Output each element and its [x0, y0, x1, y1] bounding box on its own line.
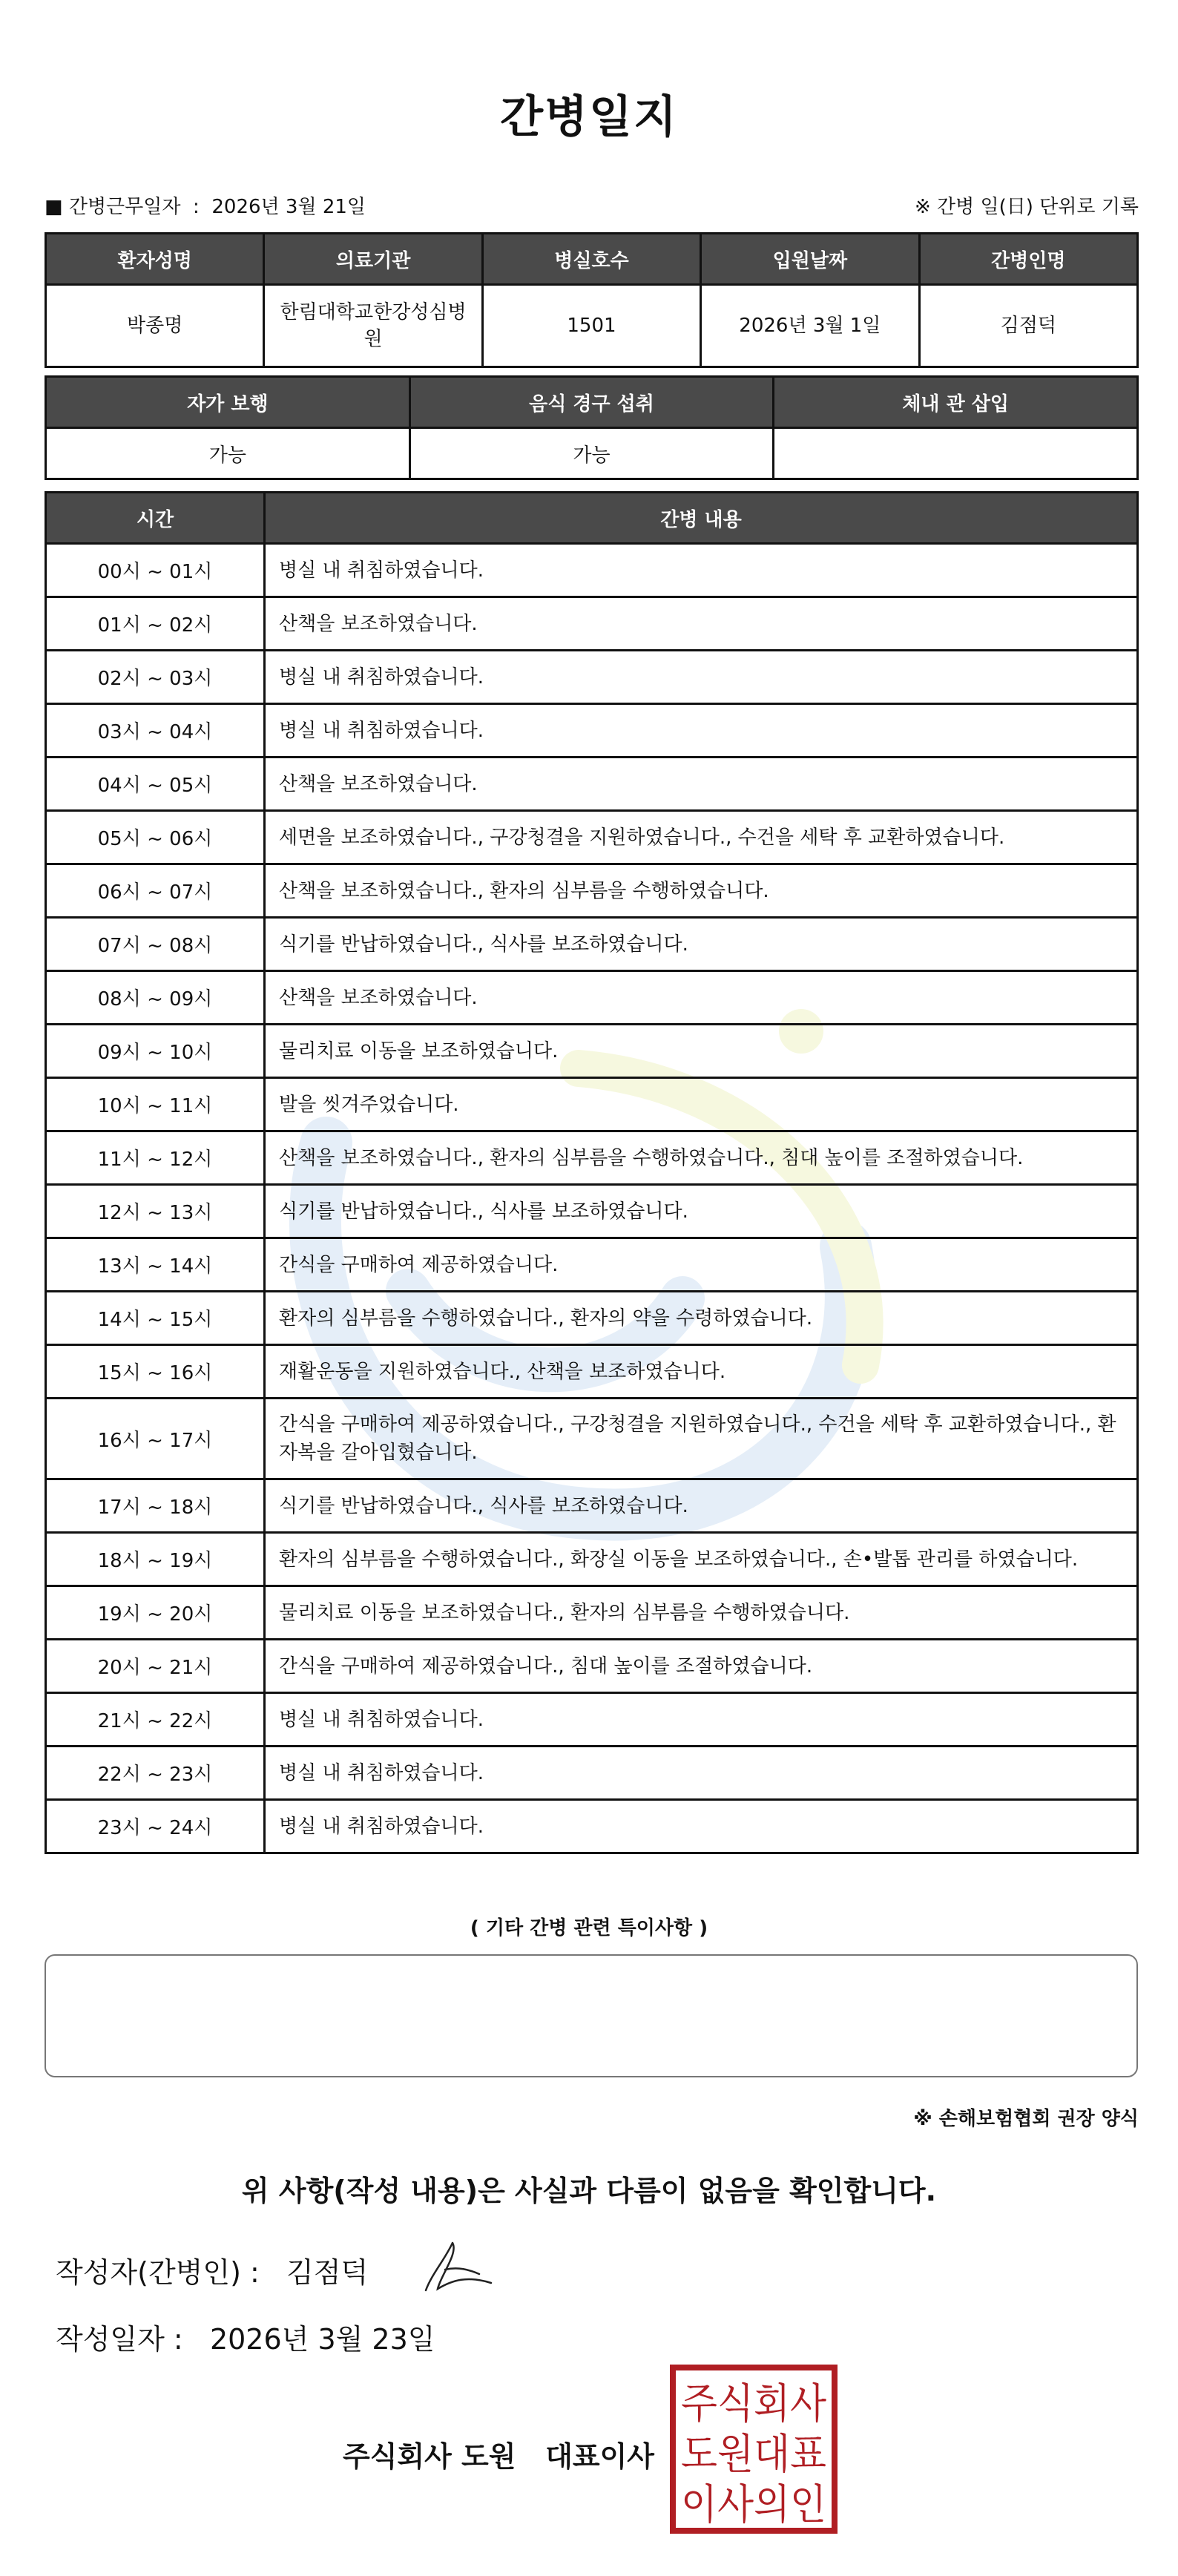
log-row [46, 1533, 1138, 1586]
header-oral-intake: 음식 경구 섭취 [409, 377, 774, 428]
log-row [46, 544, 1138, 597]
header-row [46, 234, 1138, 285]
header-care-content: 간병 내용 [265, 493, 1138, 544]
hospital-name: 한림대학교한강성심병원 [264, 285, 482, 367]
room-number: 1501 [482, 285, 700, 367]
log-time: 23시 ~ 24시 [46, 1800, 265, 1853]
log-row [46, 1345, 1138, 1399]
log-content: 병실 내 취침하였습니다. [265, 1693, 1138, 1747]
log-row [46, 1479, 1138, 1533]
writer-label: 작성자(간병인) : [56, 2256, 287, 2289]
written-date-label: 작성일자 : [56, 2323, 210, 2356]
log-row [46, 1185, 1138, 1238]
log-content: 간식을 구매하여 제공하였습니다., 구강청결을 지원하였습니다., 수건을 세탁 후 교환하였습니다., 환자복을 갈아입혔습니다. [265, 1399, 1138, 1479]
writer-name: 김점덕 [286, 2256, 369, 2289]
log-row [46, 1078, 1138, 1131]
work-date-value: 2026년 3월 21일 [211, 196, 366, 218]
log-content: 병실 내 취침하였습니다. [265, 544, 1138, 597]
log-time: 20시 ~ 21시 [46, 1640, 265, 1693]
company-line [343, 2434, 654, 2474]
log-row [46, 1747, 1138, 1800]
header-tube-insertion: 체내 관 삽입 [774, 377, 1138, 428]
log-content: 간식을 구매하여 제공하였습니다. [265, 1238, 1138, 1292]
log-row [46, 1399, 1138, 1479]
log-time: 07시 ~ 08시 [46, 918, 265, 971]
log-time: 04시 ~ 05시 [46, 758, 265, 811]
log-row [46, 758, 1138, 811]
header-hospital: 의료기관 [264, 234, 482, 285]
value-row [46, 285, 1138, 367]
log-content: 산책을 보조하였습니다. [265, 597, 1138, 651]
care-log-table [45, 491, 1139, 1854]
log-time: 08시 ~ 09시 [46, 971, 265, 1025]
log-row [46, 1238, 1138, 1292]
log-time: 06시 ~ 07시 [46, 864, 265, 918]
written-date-line [56, 2316, 435, 2357]
header-room: 병실호수 [482, 234, 700, 285]
notes-box [45, 1954, 1138, 2077]
log-row [46, 1292, 1138, 1345]
company-seal-stamp [670, 2365, 838, 2534]
log-content: 발을 씻겨주었습니다. [265, 1078, 1138, 1131]
log-time: 11시 ~ 12시 [46, 1131, 265, 1185]
patient-status-table [45, 375, 1139, 480]
svg-text:도원대표: 도원대표 [681, 2431, 826, 2479]
log-row [46, 811, 1138, 864]
notes-title: ( 기타 간병 관련 특이사항 ) [470, 1917, 708, 1939]
log-content: 식기를 반납하였습니다., 식사를 보조하였습니다. [265, 1479, 1138, 1533]
log-time: 09시 ~ 10시 [46, 1025, 265, 1078]
caregiver-name: 김점덕 [919, 285, 1137, 367]
log-row [46, 1586, 1138, 1640]
header-admission-date: 입원날짜 [701, 234, 919, 285]
log-content: 재활운동을 지원하였습니다., 산책을 보조하였습니다. [265, 1345, 1138, 1399]
unit-note: ※ 간병 일(日) 단위로 기록 [914, 196, 1139, 218]
log-row [46, 1131, 1138, 1185]
log-row [46, 1025, 1138, 1078]
work-date-label: ■ 간병근무일자 : [45, 196, 212, 218]
log-row [46, 864, 1138, 918]
header-caregiver: 간병인명 [919, 234, 1137, 285]
log-row [46, 1693, 1138, 1747]
patient-name: 박종명 [46, 285, 264, 367]
header-row [46, 493, 1138, 544]
log-time: 01시 ~ 02시 [46, 597, 265, 651]
log-row [46, 597, 1138, 651]
work-date [45, 191, 366, 219]
log-content: 병실 내 취침하였습니다. [265, 1800, 1138, 1853]
log-content: 병실 내 취침하였습니다. [265, 1747, 1138, 1800]
writer-line [56, 2250, 368, 2290]
patient-info-table [45, 232, 1139, 368]
log-time: 03시 ~ 04시 [46, 704, 265, 758]
header-patient-name: 환자성명 [46, 234, 264, 285]
log-time: 18시 ~ 19시 [46, 1533, 265, 1586]
log-content: 병실 내 취침하였습니다. [265, 651, 1138, 704]
self-walking-value: 가능 [46, 428, 410, 479]
header-time: 시간 [46, 493, 265, 544]
tube-insertion-value [774, 428, 1138, 479]
log-row [46, 971, 1138, 1025]
log-time: 13시 ~ 14시 [46, 1238, 265, 1292]
log-content: 산책을 보조하였습니다. [265, 971, 1138, 1025]
log-row [46, 1640, 1138, 1693]
log-row [46, 704, 1138, 758]
log-content: 식기를 반납하였습니다., 식사를 보조하였습니다. [265, 1185, 1138, 1238]
log-content: 환자의 심부름을 수행하였습니다., 화장실 이동을 보조하였습니다., 손•발톱 관리를 하였습니다. [265, 1533, 1138, 1586]
meta-row [45, 191, 1139, 221]
footnote: ※ 손해보험협회 권장 양식 [913, 2108, 1139, 2130]
svg-text:이사의인: 이사의인 [681, 2481, 826, 2529]
log-content: 간식을 구매하여 제공하였습니다., 침대 높이를 조절하였습니다. [265, 1640, 1138, 1693]
log-time: 02시 ~ 03시 [46, 651, 265, 704]
log-content: 물리치료 이동을 보조하였습니다., 환자의 심부름을 수행하였습니다. [265, 1586, 1138, 1640]
written-date-value: 2026년 3월 23일 [209, 2323, 435, 2356]
log-time: 17시 ~ 18시 [46, 1479, 265, 1533]
admission-date: 2026년 3월 1일 [701, 285, 919, 367]
log-content: 환자의 심부름을 수행하였습니다., 환자의 약을 수령하였습니다. [265, 1292, 1138, 1345]
log-row [46, 651, 1138, 704]
log-time: 12시 ~ 13시 [46, 1185, 265, 1238]
log-content: 물리치료 이동을 보조하였습니다. [265, 1025, 1138, 1078]
log-content: 식기를 반납하였습니다., 식사를 보조하였습니다. [265, 918, 1138, 971]
confirmation-statement: 위 사항(작성 내용)은 사실과 다름이 없음을 확인합니다. [241, 2175, 937, 2207]
page-title: 간병일지 [500, 91, 678, 143]
svg-text:주식회사: 주식회사 [681, 2380, 826, 2428]
log-time: 05시 ~ 06시 [46, 811, 265, 864]
log-time: 16시 ~ 17시 [46, 1399, 265, 1479]
header-self-walking: 자가 보행 [46, 377, 410, 428]
log-content: 산책을 보조하였습니다., 환자의 심부름을 수행하였습니다., 침대 높이를 조절하였습니다. [265, 1131, 1138, 1185]
log-time: 14시 ~ 15시 [46, 1292, 265, 1345]
company-title: 대표이사 [545, 2440, 655, 2473]
oral-intake-value: 가능 [409, 428, 774, 479]
log-content: 세면을 보조하였습니다., 구강청결을 지원하였습니다., 수건을 세탁 후 교환하였습니다. [265, 811, 1138, 864]
log-time: 00시 ~ 01시 [46, 544, 265, 597]
log-content: 병실 내 취침하였습니다. [265, 704, 1138, 758]
value-row [46, 428, 1138, 479]
log-time: 19시 ~ 20시 [46, 1586, 265, 1640]
log-row [46, 918, 1138, 971]
log-content: 산책을 보조하였습니다., 환자의 심부름을 수행하였습니다. [265, 864, 1138, 918]
header-row [46, 377, 1138, 428]
company-name: 주식회사 도원 [343, 2440, 516, 2473]
log-time: 15시 ~ 16시 [46, 1345, 265, 1399]
log-row [46, 1800, 1138, 1853]
handwritten-signature [423, 2237, 504, 2296]
log-content: 산책을 보조하였습니다. [265, 758, 1138, 811]
log-time: 10시 ~ 11시 [46, 1078, 265, 1131]
log-time: 22시 ~ 23시 [46, 1747, 265, 1800]
log-time: 21시 ~ 22시 [46, 1693, 265, 1747]
